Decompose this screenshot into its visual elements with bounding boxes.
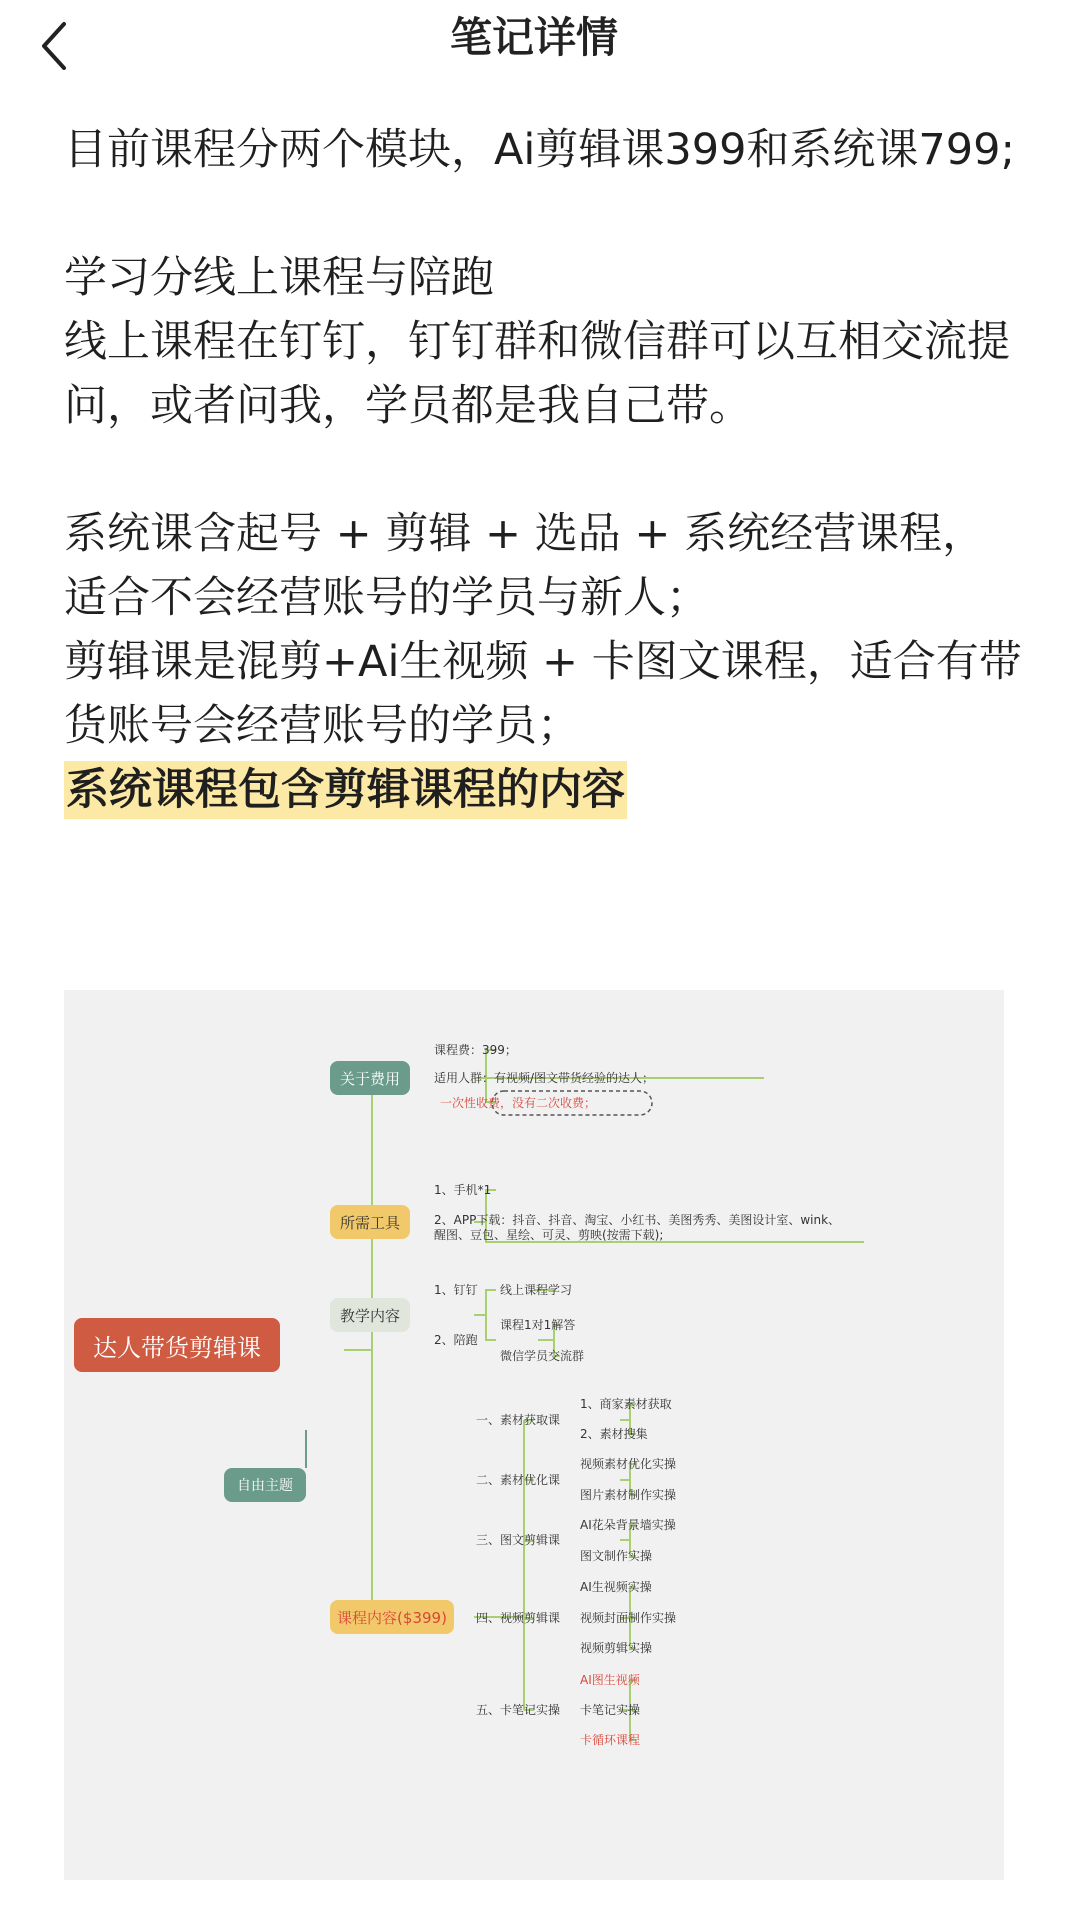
tools-item-apps-line1: 2、APP下载：抖音、抖音、淘宝、小红书、美图秀秀、美图设计室、wink、 — [434, 1213, 841, 1227]
note-body — [64, 118, 1024, 822]
tools-item-phone: 1、手机*1 — [434, 1183, 492, 1197]
mindmap-content-node: 课程内容($399) — [330, 1600, 454, 1634]
mindmap-fee-node: 关于费用 — [330, 1061, 410, 1095]
page-title: 笔记详情 — [449, 13, 618, 62]
teaching-item-dingding: 1、钉钉 — [434, 1283, 478, 1297]
note-line-modules: 目前课程分两个模块，Ai剪辑课399和系统课799; — [64, 125, 1015, 175]
module-1-item-1: 1、商家素材获取 — [580, 1397, 672, 1411]
teaching-item-peipao-qa: 课程1对1解答 — [500, 1318, 576, 1332]
content-module-1: 一、素材获取课 — [476, 1413, 561, 1427]
mindmap-image[interactable] — [64, 990, 1004, 1880]
module-4-item-3: 视频剪辑实操 — [580, 1641, 653, 1655]
mindmap-free-topic-node: 自由主题 — [224, 1468, 306, 1502]
module-5-item-1: AI图生视频 — [580, 1673, 640, 1687]
note-line-system-course: 系统课含起号 + 剪辑 + 选品 + 系统经营课程，适合不会经营账号的学员与新人； — [64, 509, 986, 623]
top-bar — [0, 0, 1068, 80]
fee-item-one-time: 一次性收费，没有二次收费； — [440, 1096, 597, 1110]
note-line-learning: 学习分线上课程与陪跑 — [64, 253, 494, 303]
content-module-3: 三、图文剪辑课 — [476, 1533, 561, 1547]
teaching-item-dingding-sub: 线上课程学习 — [500, 1283, 573, 1297]
module-2-item-1: 视频素材优化实操 — [580, 1457, 677, 1471]
module-2-item-2: 图片素材制作实操 — [580, 1488, 677, 1502]
fee-item-price: 课程费：399； — [434, 1043, 517, 1057]
note-highlight: 系统课程包含剪辑课程的内容 — [64, 761, 627, 819]
mindmap-teaching-node: 教学内容 — [330, 1298, 410, 1332]
content-module-5: 五、卡笔记实操 — [476, 1703, 561, 1717]
note-line-online: 线上课程在钉钉，钉钉群和微信群可以互相交流提问，或者问我，学员都是我自己带。 — [64, 317, 1010, 431]
tools-item-apps-line2: 醒图、豆包、星绘、可灵、剪映(按需下载); — [434, 1228, 664, 1242]
fee-item-audience: 适用人群：有视频/图文带货经验的达人； — [434, 1071, 655, 1085]
module-3-item-1: AI花朵背景墙实操 — [580, 1518, 676, 1532]
module-1-item-2: 2、素材搜集 — [580, 1427, 648, 1441]
module-5-item-2: 卡笔记实操 — [580, 1703, 641, 1717]
content-module-2: 二、素材优化课 — [476, 1473, 561, 1487]
mindmap-root-node: 达人带货剪辑课 — [74, 1318, 280, 1372]
content-module-4: 四、视频剪辑课 — [476, 1611, 561, 1625]
module-4-item-1: AI生视频实操 — [580, 1580, 652, 1594]
module-3-item-2: 图文制作实操 — [580, 1549, 653, 1563]
teaching-item-peipao-group: 微信学员交流群 — [500, 1349, 585, 1363]
note-line-editing-course: 剪辑课是混剪+Ai生视频 + 卡图文课程，适合有带货账号会经营账号的学员； — [64, 637, 1022, 751]
mindmap-connectors — [64, 990, 1004, 1880]
mindmap-tools-node: 所需工具 — [330, 1205, 410, 1239]
module-4-item-2: 视频封面制作实操 — [580, 1611, 677, 1625]
module-5-item-3: 卡循环课程 — [580, 1733, 641, 1747]
teaching-item-peipao: 2、陪跑 — [434, 1333, 478, 1347]
